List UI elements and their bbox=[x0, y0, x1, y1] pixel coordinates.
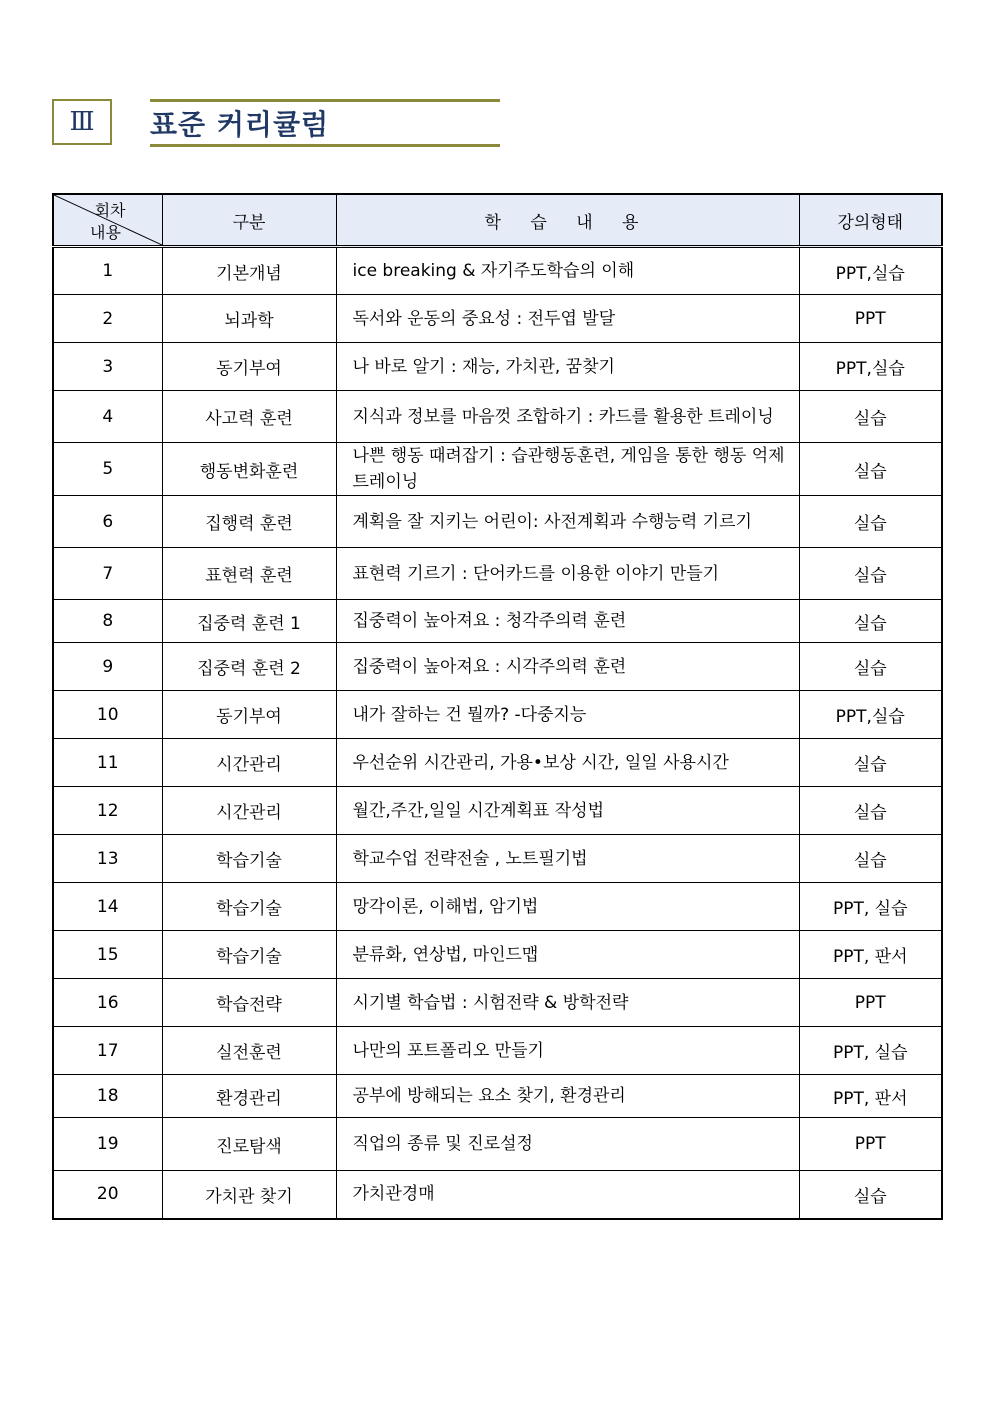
table-header-row bbox=[53, 194, 942, 247]
row-category: 학습기술 bbox=[162, 931, 336, 979]
table-row bbox=[53, 496, 942, 548]
row-category: 뇌과학 bbox=[162, 295, 336, 343]
row-format: 실습 bbox=[799, 787, 942, 835]
row-number: 6 bbox=[53, 496, 162, 548]
row-format: 실습 bbox=[799, 1171, 942, 1219]
row-content: 내가 잘하는 건 뭘까? -다중지능 bbox=[336, 691, 799, 739]
row-content: 독서와 운동의 중요성 : 전두엽 발달 bbox=[336, 295, 799, 343]
row-category: 사고력 훈련 bbox=[162, 391, 336, 443]
table-row bbox=[53, 1171, 942, 1219]
row-number: 14 bbox=[53, 883, 162, 931]
row-format: PPT,실습 bbox=[799, 691, 942, 739]
row-category: 표현력 훈련 bbox=[162, 548, 336, 600]
row-format: 실습 bbox=[799, 391, 942, 443]
row-format: 실습 bbox=[799, 548, 942, 600]
row-number: 12 bbox=[53, 787, 162, 835]
row-number: 19 bbox=[53, 1118, 162, 1171]
row-number: 17 bbox=[53, 1027, 162, 1075]
row-content: 집중력이 높아져요 : 청각주의력 훈련 bbox=[336, 600, 799, 643]
curriculum-table bbox=[52, 193, 943, 1220]
row-format: 실습 bbox=[799, 443, 942, 496]
row-number: 16 bbox=[53, 979, 162, 1027]
table-row bbox=[53, 739, 942, 787]
table-row bbox=[53, 1075, 942, 1118]
row-category: 행동변화훈련 bbox=[162, 443, 336, 496]
row-format: PPT, 실습 bbox=[799, 1027, 942, 1075]
row-number: 5 bbox=[53, 443, 162, 496]
table-row bbox=[53, 343, 942, 391]
row-format: PPT, 판서 bbox=[799, 1075, 942, 1118]
row-category: 동기부여 bbox=[162, 343, 336, 391]
row-format: PPT bbox=[799, 295, 942, 343]
row-format: 실습 bbox=[799, 600, 942, 643]
table-row bbox=[53, 1027, 942, 1075]
header-session: 회차 bbox=[94, 201, 126, 220]
section-number: Ⅲ bbox=[69, 107, 95, 137]
row-format: PPT, 실습 bbox=[799, 883, 942, 931]
header-format: 강의형태 bbox=[799, 194, 942, 247]
row-format: PPT bbox=[799, 1118, 942, 1171]
row-number: 10 bbox=[53, 691, 162, 739]
table-row bbox=[53, 979, 942, 1027]
row-category: 시간관리 bbox=[162, 739, 336, 787]
table-row bbox=[53, 548, 942, 600]
table-row bbox=[53, 691, 942, 739]
header-content-label: 내용 bbox=[90, 223, 121, 242]
row-number: 15 bbox=[53, 931, 162, 979]
row-category: 집중력 훈련 2 bbox=[162, 643, 336, 691]
row-number: 4 bbox=[53, 391, 162, 443]
section-title-bar bbox=[150, 99, 500, 147]
row-number: 18 bbox=[53, 1075, 162, 1118]
row-number: 8 bbox=[53, 600, 162, 643]
row-format: 실습 bbox=[799, 835, 942, 883]
row-number: 2 bbox=[53, 295, 162, 343]
header-content: 학 습 내 용 bbox=[336, 194, 799, 247]
row-content: 시기별 학습법 : 시험전략 & 방학전략 bbox=[336, 979, 799, 1027]
row-category: 학습전략 bbox=[162, 979, 336, 1027]
section-title: 표준 커리큘럼 bbox=[150, 108, 330, 141]
row-number: 11 bbox=[53, 739, 162, 787]
row-content: 망각이론, 이해법, 암기법 bbox=[336, 883, 799, 931]
table-row bbox=[53, 835, 942, 883]
row-content: 나 바로 알기 : 재능, 가치관, 꿈찾기 bbox=[336, 343, 799, 391]
row-content: 월간,주간,일일 시간계획표 작성법 bbox=[336, 787, 799, 835]
row-format: PPT bbox=[799, 979, 942, 1027]
table-row bbox=[53, 787, 942, 835]
row-content: 분류화, 연상법, 마인드맵 bbox=[336, 931, 799, 979]
row-content: 공부에 방해되는 요소 찾기, 환경관리 bbox=[336, 1075, 799, 1118]
row-content: 나쁜 행동 때려잡기 : 습관행동훈련, 게임을 통한 행동 억제 트레이닝 bbox=[336, 443, 799, 496]
row-content: 지식과 정보를 마음껏 조합하기 : 카드를 활용한 트레이닝 bbox=[336, 391, 799, 443]
row-category: 동기부여 bbox=[162, 691, 336, 739]
table-row bbox=[53, 931, 942, 979]
row-content: 우선순위 시간관리, 가용•보상 시간, 일일 사용시간 bbox=[336, 739, 799, 787]
row-number: 13 bbox=[53, 835, 162, 883]
row-category: 집중력 훈련 1 bbox=[162, 600, 336, 643]
row-number: 1 bbox=[53, 247, 162, 295]
row-content: 직업의 종류 및 진로설정 bbox=[336, 1118, 799, 1171]
row-format: 실습 bbox=[799, 739, 942, 787]
row-category: 가치관 찾기 bbox=[162, 1171, 336, 1219]
header-diagonal-cell bbox=[53, 194, 162, 247]
row-number: 3 bbox=[53, 343, 162, 391]
table-row bbox=[53, 600, 942, 643]
section-number-box bbox=[52, 99, 112, 145]
row-content: 표현력 기르기 : 단어카드를 이용한 이야기 만들기 bbox=[336, 548, 799, 600]
table-row bbox=[53, 247, 942, 295]
table-row bbox=[53, 391, 942, 443]
table-row bbox=[53, 443, 942, 496]
row-category: 학습기술 bbox=[162, 883, 336, 931]
row-format: PPT,실습 bbox=[799, 247, 942, 295]
row-category: 시간관리 bbox=[162, 787, 336, 835]
row-category: 집행력 훈련 bbox=[162, 496, 336, 548]
row-category: 진로탐색 bbox=[162, 1118, 336, 1171]
row-content: ice breaking & 자기주도학습의 이해 bbox=[336, 247, 799, 295]
row-number: 9 bbox=[53, 643, 162, 691]
table-row bbox=[53, 1118, 942, 1171]
table-row bbox=[53, 643, 942, 691]
row-category: 학습기술 bbox=[162, 835, 336, 883]
row-number: 20 bbox=[53, 1171, 162, 1219]
row-category: 실전훈련 bbox=[162, 1027, 336, 1075]
row-format: PPT,실습 bbox=[799, 343, 942, 391]
header-category: 구분 bbox=[162, 194, 336, 247]
table-row bbox=[53, 883, 942, 931]
row-format: 실습 bbox=[799, 496, 942, 548]
row-content: 나만의 포트폴리오 만들기 bbox=[336, 1027, 799, 1075]
row-number: 7 bbox=[53, 548, 162, 600]
row-content: 집중력이 높아져요 : 시각주의력 훈련 bbox=[336, 643, 799, 691]
row-format: PPT, 판서 bbox=[799, 931, 942, 979]
row-content: 학교수업 전략전술 , 노트필기법 bbox=[336, 835, 799, 883]
row-format: 실습 bbox=[799, 643, 942, 691]
row-category: 환경관리 bbox=[162, 1075, 336, 1118]
row-content: 계획을 잘 지키는 어린이: 사전계획과 수행능력 기르기 bbox=[336, 496, 799, 548]
row-content: 가치관경매 bbox=[336, 1171, 799, 1219]
table-row bbox=[53, 295, 942, 343]
row-category: 기본개념 bbox=[162, 247, 336, 295]
